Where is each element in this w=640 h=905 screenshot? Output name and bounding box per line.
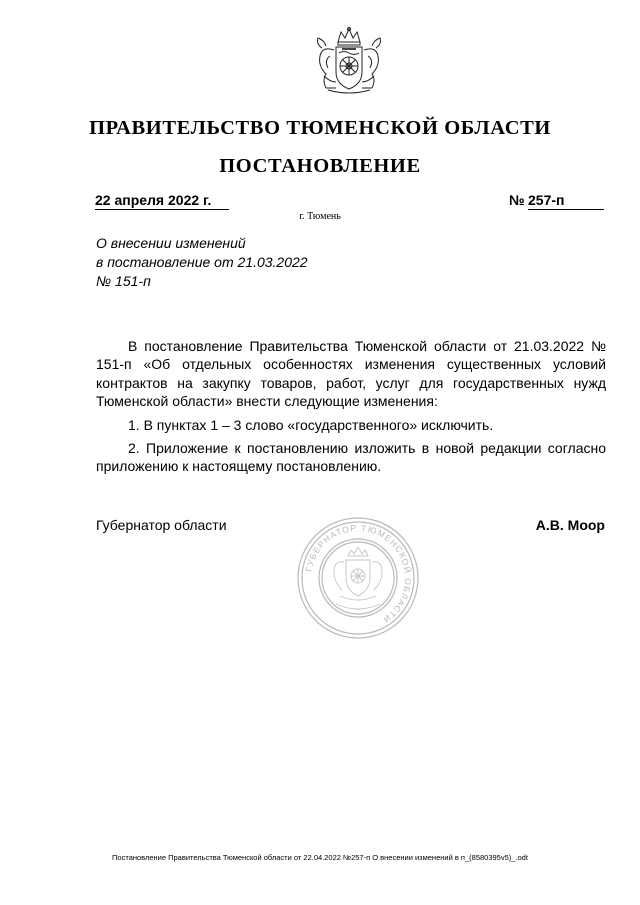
document-subject <box>96 234 308 291</box>
signatory-title: Губернатор области <box>96 517 227 533</box>
subject-line: в постановление от 21.03.2022 <box>96 254 308 270</box>
coat-of-arms-icon <box>308 26 390 96</box>
document-number: 257-п <box>528 192 604 210</box>
city-label: г. Тюмень <box>299 211 341 222</box>
subject-line: № 151-п <box>96 273 151 289</box>
body-paragraph: 1. В пунктах 1 – 3 слово «государственного» исключить. <box>128 416 494 433</box>
organization-title: ПРАВИТЕЛЬСТВО ТЮМЕНСКОЙ ОБЛАСТИ <box>89 117 551 139</box>
signatory-name: А.В. Моор <box>535 517 605 533</box>
document-body <box>96 337 606 476</box>
number-sign: № <box>509 192 525 208</box>
subject-line: О внесении изменений <box>96 235 246 251</box>
document-type-heading: ПОСТАНОВЛЕНИЕ <box>219 155 421 177</box>
body-paragraph: 2. Приложение к постановлению изложить в новой редакции согласно приложению к настоящему постановлению. <box>96 440 606 475</box>
official-seal-icon <box>296 516 420 640</box>
document-date: 22 апреля 2022 г. <box>95 192 229 210</box>
body-paragraph: В постановление Правительства Тюменской области от 21.03.2022 № 151-п «Об отдельных особенностях изменения существенных условий контрактов на закупку товаров, работ, услуг для государственных нужд Тюменской области» внести следующие изменения: <box>96 338 606 410</box>
document-footer: Постановление Правительства Тюменской области от 22.04.2022 №257-п О внесении изменений в п_(8580395v5)_.odt <box>112 853 528 862</box>
seal-text: ГУБЕРНАТОР ТЮМЕНСКОЙ ОБЛАСТИ <box>303 522 414 626</box>
